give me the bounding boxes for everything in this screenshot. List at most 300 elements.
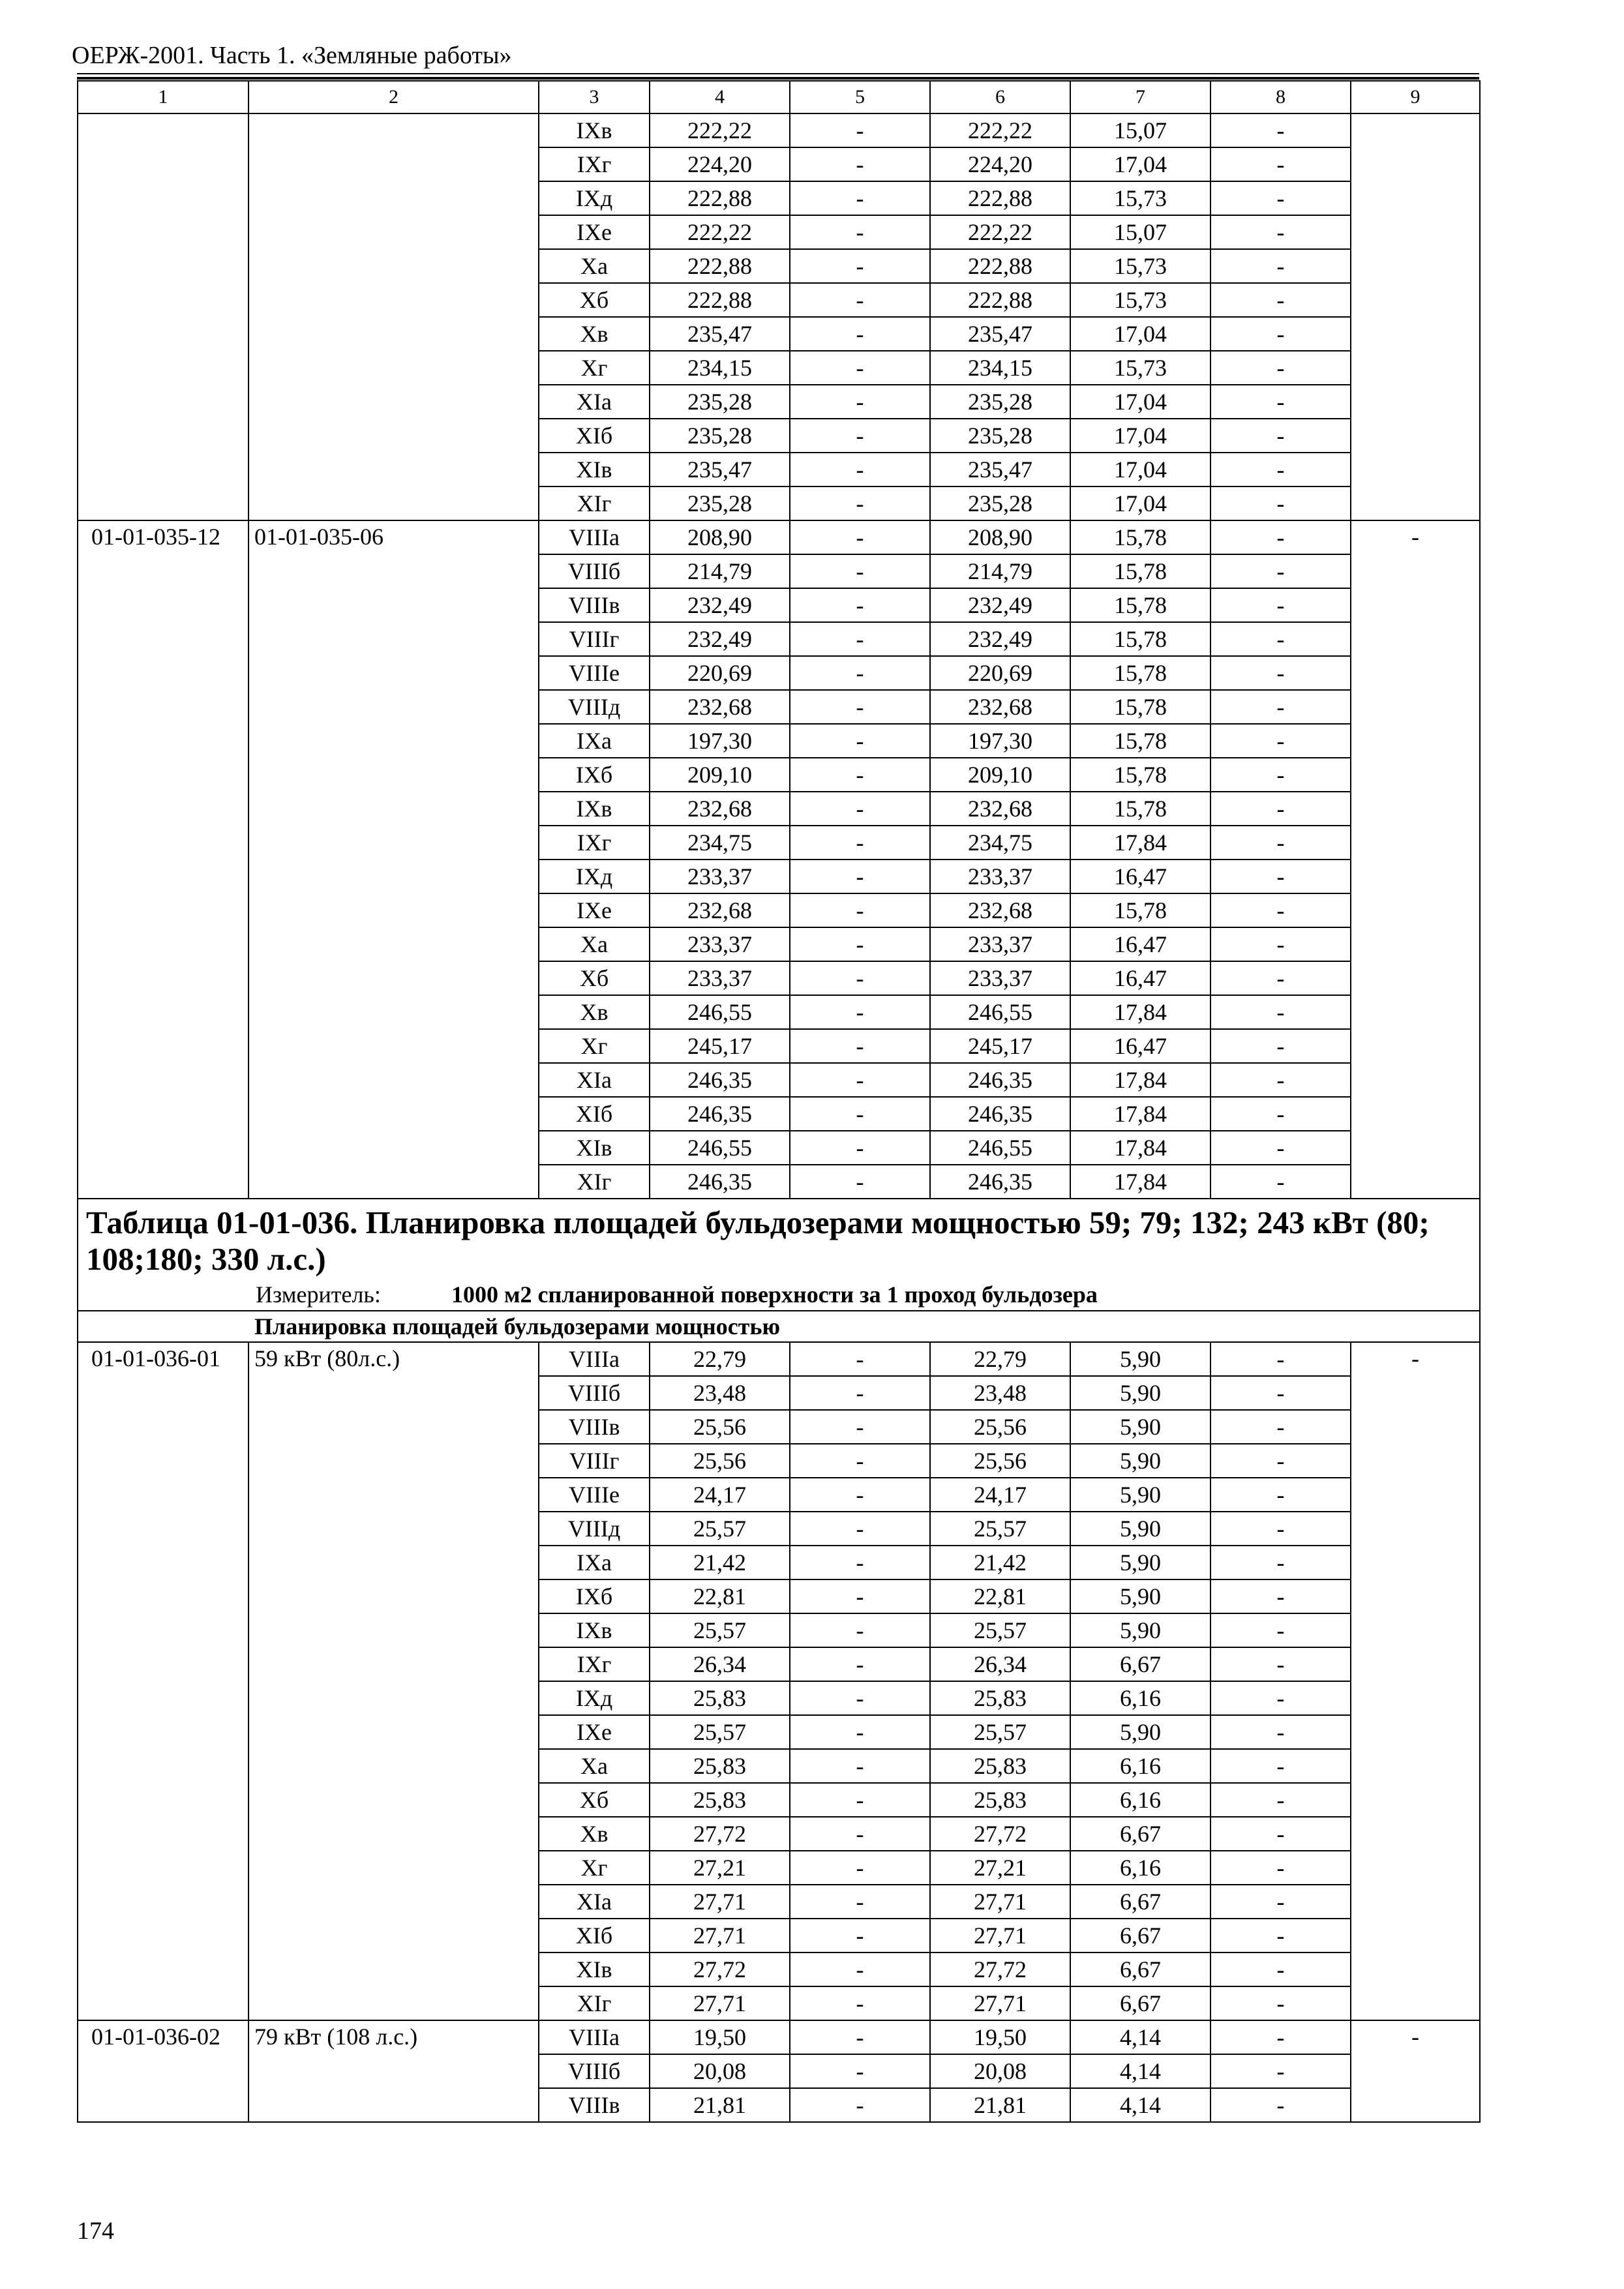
table-cell: 234,15 (930, 351, 1070, 385)
table-cell: - (790, 1919, 930, 1952)
table-cell: - (790, 724, 930, 758)
table-cell: VIIIа (539, 520, 650, 554)
table-cell: 21,42 (930, 1546, 1070, 1579)
table-cell: - (1210, 1478, 1351, 1512)
table-cell: - (1210, 351, 1351, 385)
table-cell: 22,79 (650, 1342, 790, 1376)
table-cell: Xв (539, 317, 650, 351)
table-cell: 5,90 (1070, 1376, 1210, 1410)
table-cell: 26,34 (930, 1647, 1070, 1681)
table-cell: - (790, 1952, 930, 1986)
table-cell: - (1210, 927, 1351, 961)
table-cell: 21,81 (930, 2088, 1070, 2122)
table-cell: XIв (539, 1952, 650, 1986)
table-cell: 16,47 (1070, 1029, 1210, 1063)
table-cell: 25,57 (650, 1715, 790, 1749)
table-cell: 222,88 (650, 249, 790, 283)
table-cell: 209,10 (930, 758, 1070, 792)
table-cell: - (1210, 1376, 1351, 1410)
table-cell: - (790, 622, 930, 656)
table-cell: IXб (539, 1579, 650, 1613)
table-cell: - (790, 961, 930, 995)
table-cell: 5,90 (1070, 1613, 1210, 1647)
table-cell: - (790, 1885, 930, 1919)
table-cell: IXг (539, 147, 650, 181)
table-cell: 232,49 (930, 588, 1070, 622)
table-cell: 235,47 (650, 317, 790, 351)
table-cell: - (790, 554, 930, 588)
table-cell: 234,15 (650, 351, 790, 385)
table-cell: 25,57 (930, 1715, 1070, 1749)
table-cell: - (1210, 1647, 1351, 1681)
table-cell: 6,16 (1070, 1783, 1210, 1817)
table-cell: 15,78 (1070, 588, 1210, 622)
table-cell: IXв (539, 1613, 650, 1647)
table-cell: 15,78 (1070, 724, 1210, 758)
table-cell: - (1210, 453, 1351, 486)
table-cell: 16,47 (1070, 927, 1210, 961)
table-cell: - (790, 520, 930, 554)
table-cell: - (1210, 215, 1351, 249)
table-cell: VIIIд (539, 690, 650, 724)
table-cell: 19,50 (930, 2020, 1070, 2054)
table-cell: - (790, 385, 930, 419)
table-cell: 17,04 (1070, 385, 1210, 419)
table-cell: 5,90 (1070, 1579, 1210, 1613)
table-cell: 27,71 (930, 1919, 1070, 1952)
table-cell: - (1210, 588, 1351, 622)
table-cell: 15,07 (1070, 215, 1210, 249)
table-title: Таблица 01-01-036. Планировка площадей бульдозерами мощностью 59; 79; 132; 243 кВт (80; 108;180; 330 л.с.) (86, 1204, 1430, 1277)
table-cell: 24,17 (650, 1478, 790, 1512)
table-cell: 17,04 (1070, 486, 1210, 520)
table-cell: 5,90 (1070, 1546, 1210, 1579)
table-cell: - (1210, 1783, 1351, 1817)
table-cell: 6,67 (1070, 1647, 1210, 1681)
table-cell: 5,90 (1070, 1410, 1210, 1444)
table-cell: - (1210, 860, 1351, 893)
table-cell: - (1210, 113, 1351, 147)
table-cell: 4,14 (1070, 2054, 1210, 2088)
table-cell: - (790, 860, 930, 893)
table-cell: 6,67 (1070, 1952, 1210, 1986)
table-cell: - (1210, 1919, 1351, 1952)
meter-value: 1000 м2 спланированной поверхности за 1 проход бульдозера (451, 1281, 1098, 1308)
table-cell: - (790, 1681, 930, 1715)
table-cell: 15,78 (1070, 520, 1210, 554)
table-cell: 15,78 (1070, 792, 1210, 826)
table-cell: - (790, 1783, 930, 1817)
table-cell: - (790, 588, 930, 622)
table-cell: - (1210, 147, 1351, 181)
table-cell: - (790, 1478, 930, 1512)
table-cell: 17,84 (1070, 1097, 1210, 1131)
column-9-cell (1351, 113, 1480, 520)
table-cell: 234,75 (650, 826, 790, 860)
table-cell: 27,21 (650, 1851, 790, 1885)
table-cell: - (790, 690, 930, 724)
column-number: 8 (1210, 81, 1351, 113)
table-cell: - (790, 927, 930, 961)
table-cell: - (1210, 1986, 1351, 2020)
table-cell: 15,78 (1070, 554, 1210, 588)
table-cell: Xа (539, 1749, 650, 1783)
table-cell: 16,47 (1070, 860, 1210, 893)
table-cell: 25,56 (650, 1410, 790, 1444)
column-number: 4 (650, 81, 790, 113)
table-cell: - (790, 1029, 930, 1063)
table-cell: 235,47 (650, 453, 790, 486)
rate-name (248, 113, 539, 520)
table-cell: - (1210, 1817, 1351, 1851)
table-cell: IXб (539, 758, 650, 792)
table-cell: 208,90 (930, 520, 1070, 554)
table-cell: 222,22 (930, 113, 1070, 147)
table-cell: XIа (539, 1885, 650, 1919)
column-number: 9 (1351, 81, 1480, 113)
table-cell: - (790, 1131, 930, 1165)
table-cell: 17,04 (1070, 419, 1210, 453)
table-cell: 27,72 (650, 1952, 790, 1986)
table-cell: - (790, 995, 930, 1029)
header-rule (77, 73, 1479, 74)
table-cell: Xв (539, 1817, 650, 1851)
table-caption (78, 1199, 1480, 1311)
table-cell: - (790, 1410, 930, 1444)
table-cell: Xб (539, 1783, 650, 1817)
table-cell: 15,73 (1070, 283, 1210, 317)
table-cell: 235,28 (650, 419, 790, 453)
table-cell: 6,67 (1070, 1919, 1210, 1952)
header-rule-thick (77, 77, 1479, 80)
table-cell: - (1210, 554, 1351, 588)
table-cell: 208,90 (650, 520, 790, 554)
table-cell: VIIIа (539, 1342, 650, 1376)
subheading-row (78, 1311, 1480, 1342)
page-number: 174 (77, 2217, 114, 2245)
table-cell: - (790, 1749, 930, 1783)
column-number: 6 (930, 81, 1070, 113)
table-cell: 246,35 (650, 1063, 790, 1097)
table-cell: 235,28 (930, 486, 1070, 520)
table-cell: 232,68 (930, 690, 1070, 724)
table-cell: 246,55 (650, 995, 790, 1029)
table-cell: - (790, 758, 930, 792)
table-cell: 25,83 (650, 1749, 790, 1783)
table-cell: 246,35 (930, 1165, 1070, 1199)
table-cell: 6,67 (1070, 1986, 1210, 2020)
table-cell: 222,88 (930, 181, 1070, 215)
column-number-row (78, 81, 1480, 113)
table-cell: IXе (539, 1715, 650, 1749)
table-cell: - (1210, 181, 1351, 215)
table-cell: VIIIб (539, 1376, 650, 1410)
table-cell: 25,83 (650, 1681, 790, 1715)
table-cell: - (790, 1715, 930, 1749)
table-cell: 15,78 (1070, 758, 1210, 792)
table-cell: 214,79 (650, 554, 790, 588)
table-cell: 6,16 (1070, 1851, 1210, 1885)
table-cell: 222,22 (930, 215, 1070, 249)
table-cell: 25,83 (930, 1681, 1070, 1715)
table-cell: 15,73 (1070, 351, 1210, 385)
table-cell: 233,37 (650, 860, 790, 893)
table-cell: - (790, 1063, 930, 1097)
table-cell: 235,47 (930, 317, 1070, 351)
table-cell: IXе (539, 215, 650, 249)
table-cell: - (790, 1817, 930, 1851)
table-cell: - (1210, 1749, 1351, 1783)
table-cell: 232,49 (650, 588, 790, 622)
table-cell: VIIIа (539, 2020, 650, 2054)
table-caption-row (78, 1199, 1480, 1311)
table-cell: 246,35 (650, 1165, 790, 1199)
table-cell: - (1210, 1029, 1351, 1063)
table-cell: 5,90 (1070, 1512, 1210, 1546)
table-cell: VIIIе (539, 1478, 650, 1512)
table-cell: IXе (539, 893, 650, 927)
table-cell: 25,57 (930, 1512, 1070, 1546)
table-cell: 246,55 (650, 1131, 790, 1165)
table-cell: 222,22 (650, 215, 790, 249)
table-cell: - (1210, 317, 1351, 351)
table-cell: 214,79 (930, 554, 1070, 588)
table-cell: - (790, 1647, 930, 1681)
table-cell: 222,88 (650, 283, 790, 317)
table-cell: - (790, 215, 930, 249)
table-cell: 235,28 (650, 486, 790, 520)
table-cell: - (790, 1579, 930, 1613)
table-cell: - (790, 283, 930, 317)
table-cell: - (790, 1512, 930, 1546)
table-cell: - (790, 1342, 930, 1376)
table-cell: 25,56 (930, 1444, 1070, 1478)
table-cell: XIа (539, 1063, 650, 1097)
table-cell: VIIIв (539, 2088, 650, 2122)
table-cell: 27,21 (930, 1851, 1070, 1885)
table-cell: 222,88 (650, 181, 790, 215)
table-cell: 25,57 (930, 1613, 1070, 1647)
table-cell: - (1210, 249, 1351, 283)
table-cell: 197,30 (650, 724, 790, 758)
table-cell: - (790, 181, 930, 215)
table-cell: 24,17 (930, 1478, 1070, 1512)
table-cell: VIIIд (539, 1512, 650, 1546)
table-cell: 235,28 (930, 419, 1070, 453)
table-cell: - (1210, 385, 1351, 419)
table-cell: 15,78 (1070, 893, 1210, 927)
table-cell: IXв (539, 792, 650, 826)
rates-table (77, 80, 1481, 2123)
table-cell: 245,17 (650, 1029, 790, 1063)
table-cell: - (1210, 656, 1351, 690)
table-cell: - (790, 317, 930, 351)
table-cell: 232,68 (930, 893, 1070, 927)
table-cell: 5,90 (1070, 1444, 1210, 1478)
table-cell: 233,37 (930, 927, 1070, 961)
rate-name: 01-01-035-06 (248, 520, 539, 1199)
table-cell: 233,37 (650, 961, 790, 995)
table-cell: - (1210, 1097, 1351, 1131)
table-cell: VIIIб (539, 2054, 650, 2088)
column-number: 3 (539, 81, 650, 113)
table-cell: - (1210, 1613, 1351, 1647)
rate-name: 79 кВт (108 л.с.) (248, 2020, 539, 2122)
table-cell: 25,56 (930, 1410, 1070, 1444)
rate-code: 01-01-035-12 (78, 520, 248, 1199)
table-cell: Xг (539, 1029, 650, 1063)
table-cell: 233,37 (930, 860, 1070, 893)
table-cell: IXд (539, 181, 650, 215)
table-cell: 235,28 (650, 385, 790, 419)
table-cell: 222,22 (650, 113, 790, 147)
table-cell: 232,49 (930, 622, 1070, 656)
table-cell: Xг (539, 1851, 650, 1885)
table-cell: - (1210, 1165, 1351, 1199)
table-cell: 23,48 (930, 1376, 1070, 1410)
table-cell: - (790, 1546, 930, 1579)
column-9-cell: - (1351, 520, 1480, 1199)
table-cell: 246,35 (930, 1063, 1070, 1097)
table-cell: - (1210, 1851, 1351, 1885)
table-cell: VIIIг (539, 622, 650, 656)
table-cell: 22,79 (930, 1342, 1070, 1376)
table-cell: - (790, 1986, 930, 2020)
table-cell: 209,10 (650, 758, 790, 792)
table-cell: 246,35 (930, 1097, 1070, 1131)
table-cell: IXа (539, 1546, 650, 1579)
table-cell: 21,42 (650, 1546, 790, 1579)
table-cell: - (790, 1376, 930, 1410)
table-cell: - (1210, 1512, 1351, 1546)
table-cell: - (1210, 961, 1351, 995)
measurement-unit (86, 1279, 1471, 1310)
table-cell: - (1210, 1444, 1351, 1478)
table-cell: XIг (539, 1165, 650, 1199)
table-cell: - (1210, 1952, 1351, 1986)
table-cell: 222,88 (930, 283, 1070, 317)
table-cell: 15,73 (1070, 181, 1210, 215)
table-body (78, 81, 1480, 2122)
table-cell: 17,84 (1070, 826, 1210, 860)
rate-name: 59 кВт (80л.с.) (248, 1342, 539, 2020)
table-cell: 224,20 (650, 147, 790, 181)
table-cell: 27,71 (650, 1885, 790, 1919)
table-cell: - (790, 1097, 930, 1131)
table-cell: 5,90 (1070, 1478, 1210, 1512)
table-cell: - (790, 1165, 930, 1199)
table-cell: 246,55 (930, 995, 1070, 1029)
table-cell: 25,57 (650, 1613, 790, 1647)
table-cell: IXд (539, 860, 650, 893)
table-cell: 232,68 (650, 792, 790, 826)
table-cell: - (1210, 893, 1351, 927)
table-subheading: Планировка площадей бульдозерами мощностью (78, 1311, 1480, 1342)
table-cell: 26,34 (650, 1647, 790, 1681)
table-cell: 16,47 (1070, 961, 1210, 995)
column-9-cell: - (1351, 1342, 1480, 2020)
table-cell: - (1210, 1681, 1351, 1715)
table-cell: - (1210, 2088, 1351, 2122)
table-cell: 233,37 (930, 961, 1070, 995)
table-cell: - (790, 453, 930, 486)
table-cell: - (790, 656, 930, 690)
table-cell: 17,04 (1070, 147, 1210, 181)
table-cell: - (1210, 1342, 1351, 1376)
table-cell: 232,49 (650, 622, 790, 656)
table-cell: 17,04 (1070, 317, 1210, 351)
table-row (78, 1342, 1480, 1376)
table-cell: 220,69 (650, 656, 790, 690)
table-cell: - (1210, 520, 1351, 554)
table-cell: - (790, 1613, 930, 1647)
table-cell: - (1210, 486, 1351, 520)
table-cell: 22,81 (650, 1579, 790, 1613)
table-cell: XIб (539, 419, 650, 453)
table-cell: XIа (539, 385, 650, 419)
table-cell: 232,68 (650, 893, 790, 927)
table-cell: - (790, 826, 930, 860)
table-cell: - (1210, 758, 1351, 792)
table-cell: 25,83 (650, 1783, 790, 1817)
table-cell: 27,71 (930, 1885, 1070, 1919)
table-cell: VIIIв (539, 588, 650, 622)
table-cell: - (1210, 1063, 1351, 1097)
column-number: 2 (248, 81, 539, 113)
table-cell: 6,67 (1070, 1885, 1210, 1919)
page-title: ОЕРЖ-2001. Часть 1. «Земляные работы» (72, 42, 512, 69)
table-cell: 20,08 (930, 2054, 1070, 2088)
table-cell: 25,56 (650, 1444, 790, 1478)
table-cell: - (790, 147, 930, 181)
table-cell: 17,84 (1070, 995, 1210, 1029)
table-cell: 27,72 (930, 1817, 1070, 1851)
table-cell: 235,47 (930, 453, 1070, 486)
column-number: 7 (1070, 81, 1210, 113)
table-row (78, 520, 1480, 554)
table-cell: 246,35 (650, 1097, 790, 1131)
table-cell: Xб (539, 283, 650, 317)
meter-label: Измеритель: (256, 1281, 381, 1308)
table-cell: - (1210, 419, 1351, 453)
table-cell: - (790, 113, 930, 147)
table-cell: 5,90 (1070, 1715, 1210, 1749)
table-cell: VIIIб (539, 554, 650, 588)
table-cell: VIIIв (539, 1410, 650, 1444)
table-cell: 197,30 (930, 724, 1070, 758)
table-cell: 27,72 (650, 1817, 790, 1851)
table-cell: 25,83 (930, 1749, 1070, 1783)
table-cell: 245,17 (930, 1029, 1070, 1063)
table-cell: 22,81 (930, 1579, 1070, 1613)
table-cell: 15,73 (1070, 249, 1210, 283)
table-cell: - (1210, 2020, 1351, 2054)
table-row (78, 2020, 1480, 2054)
table-cell: 15,78 (1070, 690, 1210, 724)
table-cell: - (1210, 1579, 1351, 1613)
table-cell: Xв (539, 995, 650, 1029)
table-cell: 246,55 (930, 1131, 1070, 1165)
table-cell: IXг (539, 826, 650, 860)
column-number: 1 (78, 81, 248, 113)
table-cell: 27,71 (930, 1986, 1070, 2020)
table-cell: Xб (539, 961, 650, 995)
table-cell: - (1210, 995, 1351, 1029)
table-cell: XIб (539, 1919, 650, 1952)
table-cell: - (1210, 690, 1351, 724)
table-cell: 233,37 (650, 927, 790, 961)
table-cell: 17,84 (1070, 1131, 1210, 1165)
